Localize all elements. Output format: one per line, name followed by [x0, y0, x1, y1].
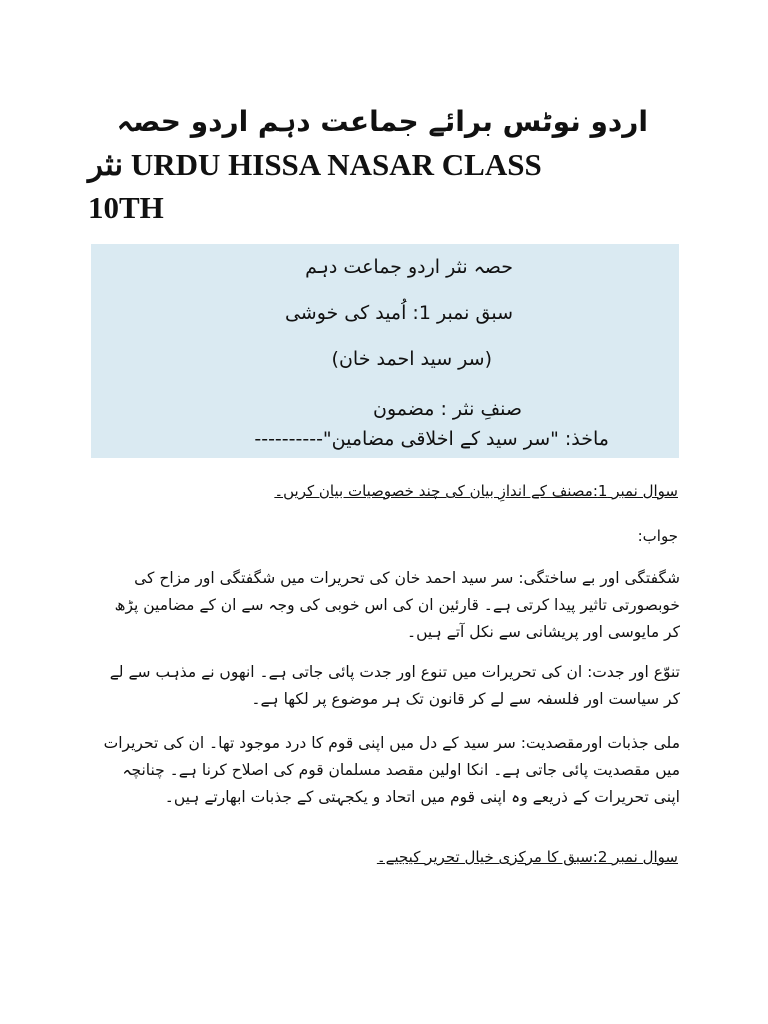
info-genre: صنفِ نثر : مضمون	[373, 398, 522, 420]
answer-paragraph-3: ملی جذبات اورمقصدیت: سر سید کے دل میں اپنی قوم کا درد موجود تھا۔ ان کی تحریرات میں مقصدیت پائی جاتی ہے۔ انکا اولین مقصد مسلمان قوم کی اصلاح کرنا ہے۔ چنانچہ اپنی تحریرات کے ذریعے وہ اپنی قوم میں اتحاد و یکجہتی کے جذبات ابھارتے ہیں۔	[103, 734, 680, 806]
answer-paragraph-1: شگفتگی اور بے ساختگی: سر سید احمد خان کی تحریرات میں شگفتگی اور مزاح کی خوبصورتی تاثیر پیدا کرتی ہے۔ قارئین ان کی اس خوبی کی وجہ سے ان کے مضامین پڑھ کر مایوسی اور پریشانی سے نکل آتے ہیں۔	[114, 569, 680, 641]
document-title	[88, 100, 648, 229]
info-author: (سر سید احمد خان)	[331, 348, 492, 370]
question-1: سوال نمبر 1:مصنف کے اندازِ بیان کی چند خصوصیات بیان کریں۔	[274, 482, 678, 500]
info-source: ماخذ: "سر سید کے اخلاقی مضامین"----------	[254, 428, 609, 450]
title-class: 10TH	[88, 190, 164, 225]
info-section-class: حصہ نثر اردو جماعت دہم	[305, 256, 513, 278]
info-lesson-number: سبق نمبر 1: اُمید کی خوشی	[284, 302, 513, 324]
answer-label: جواب:	[637, 527, 678, 545]
title-english: نثر URDU HISSA NASAR CLASS	[88, 147, 542, 182]
lesson-info-box	[91, 244, 679, 458]
title-urdu: اردو نوٹس برائے جماعت دہم اردو حصہ	[116, 105, 648, 138]
answer-paragraph-2: تنوّع اور جدت: ان کی تحریرات میں تنوع اور جدت پائی جاتی ہے۔ انھوں نے مذہب سے لے کر سیاست اور فلسفہ سے لے کر قانون تک ہر موضوع پر لکھا ہے۔	[109, 663, 680, 708]
question-2: سوال نمبر 2:سبق کا مرکزی خیال تحریر کیجیے۔	[376, 848, 678, 866]
